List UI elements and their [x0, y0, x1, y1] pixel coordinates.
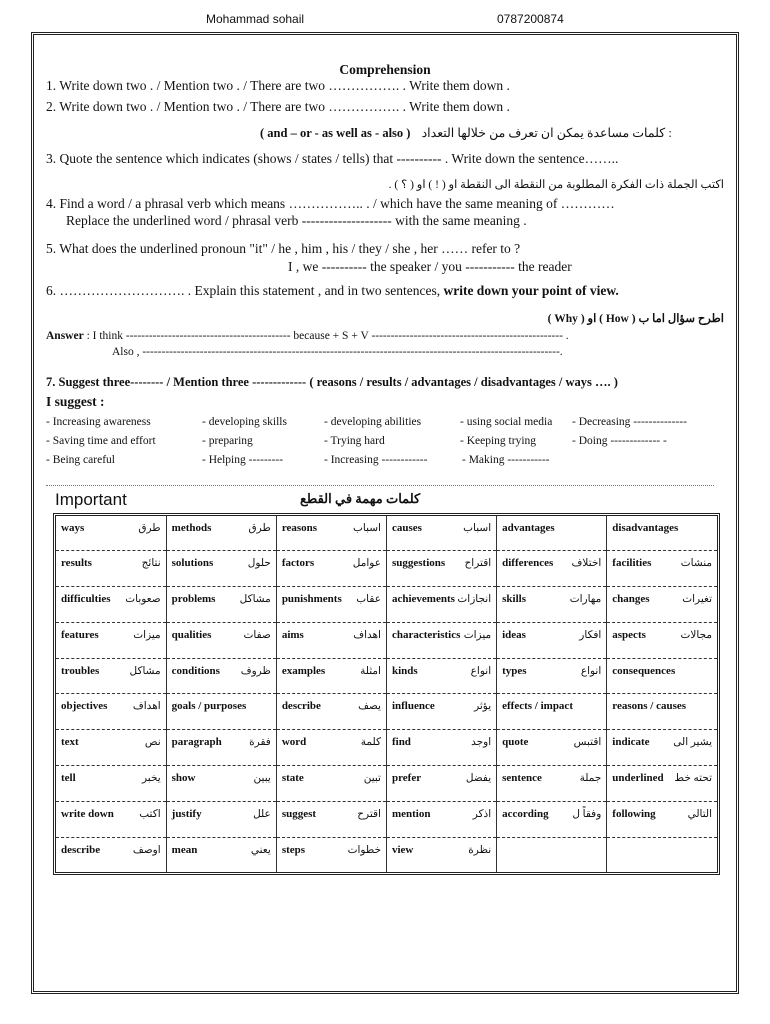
vocab-ar: صفات — [243, 629, 271, 641]
vocab-table — [53, 513, 720, 875]
vocab-ar: عوامل — [352, 558, 381, 570]
suggestion-item: - Being careful — [46, 454, 115, 466]
table-cell — [56, 801, 166, 837]
table-cell — [56, 551, 166, 587]
question-4a: 4. Find a word / a phrasal verb which means …………….. . / which have the same meaning of ………… — [46, 196, 615, 211]
table-cell — [386, 766, 496, 802]
table-cell — [166, 516, 276, 551]
vocab-en: following — [612, 807, 656, 820]
vocab-en: achievements — [391, 593, 455, 606]
vocab-en: changes — [612, 593, 650, 606]
vocab-ar: انجازات — [457, 594, 492, 606]
vocab-ar: اختلاف — [571, 558, 602, 570]
table-cell — [386, 694, 496, 730]
table-cell — [56, 694, 166, 730]
vocab-ar: طرق — [138, 523, 161, 534]
vocab-en: according — [502, 807, 549, 820]
vocab-ar: نظرة — [468, 844, 492, 856]
table-cell — [276, 766, 386, 802]
question-3: 3. Quote the sentence which indicates (shows / states / tells) that ---------- . Write down the sentence…….. — [46, 151, 619, 166]
vocab-ar: خطوات — [347, 844, 381, 856]
vocab-ar: ميزات — [463, 629, 492, 641]
table-cell — [497, 801, 607, 837]
vocab-en: describe — [281, 700, 321, 713]
vocab-ar: اقتراح — [464, 558, 492, 570]
table-row — [56, 587, 717, 623]
vocab-en: describe — [61, 843, 101, 856]
vocab-en: state — [281, 772, 304, 785]
table-cell — [276, 516, 386, 551]
question-2: 2. Write down two . / Mention two . / There are two ……………. . Write them down . — [46, 99, 510, 114]
vocab-ar: فقرة — [249, 737, 271, 749]
table-cell — [166, 694, 276, 730]
vocab-ar: اهداف — [132, 701, 161, 713]
vocab-en: suggestions — [391, 557, 446, 570]
vocab-en: kinds — [391, 664, 418, 677]
vocab-en: quote — [502, 736, 529, 749]
table-cell — [56, 516, 166, 551]
suggestion-item: - Saving time and effort — [46, 435, 156, 447]
vocab-ar: اذكر — [472, 808, 492, 820]
answer-text-1: : I think ------------------------------------------- because + S + V -------------------------------------------------- . — [86, 330, 569, 342]
table-cell — [607, 694, 717, 730]
table-cell — [497, 587, 607, 623]
vocab-en: text — [61, 736, 79, 749]
vocab-en: ideas — [502, 628, 526, 641]
question-6-text: 6. ………………………. . Explain this statement , and in two sentences, — [46, 283, 441, 298]
vocab-en: factors — [281, 557, 315, 570]
suggestion-item: - developing abilities — [324, 416, 422, 428]
vocab-en: sentence — [502, 772, 542, 785]
table-cell — [497, 658, 607, 694]
section-divider — [46, 485, 714, 486]
vocab-en: ways — [61, 522, 85, 534]
answer-label: Answer — [46, 330, 84, 342]
table-cell — [386, 658, 496, 694]
table-cell — [276, 551, 386, 587]
table-cell — [497, 694, 607, 730]
vocab-en: qualities — [171, 628, 212, 641]
table-cell — [166, 837, 276, 872]
table-row — [56, 694, 717, 730]
vocab-ar: تغيرات — [682, 594, 712, 606]
vocab-ar: يؤثر — [474, 701, 492, 713]
vocab-en: write down — [61, 807, 114, 820]
question-6-bold: write down your point of view. — [443, 283, 619, 298]
table-cell — [607, 730, 717, 766]
vocab-ar: صعوبات — [125, 594, 161, 606]
vocab-en: skills — [502, 593, 526, 606]
vocab-en: mention — [391, 807, 431, 820]
table-cell — [386, 516, 496, 551]
vocab-en: justify — [171, 807, 202, 820]
table-row — [56, 551, 717, 587]
vocab-en: differences — [502, 557, 554, 570]
table-cell — [497, 551, 607, 587]
vocab-ar: تحته خط — [674, 773, 712, 785]
vocab-ar: جملة — [579, 773, 602, 785]
table-cell — [56, 766, 166, 802]
table-cell — [56, 730, 166, 766]
question-3-ar: اكتب الجملة ذات الفكرة المطلوبة من النقطة الى النقطة او ( ! ) او ( ؟ ) . — [388, 179, 724, 191]
table-cell — [607, 516, 717, 551]
table-cell — [386, 730, 496, 766]
table-cell — [607, 837, 717, 872]
vocab-en: solutions — [171, 557, 214, 570]
table-cell — [497, 516, 607, 551]
vocab-ar: عقاب — [356, 594, 381, 606]
vocab-en: goals / purposes — [171, 700, 247, 713]
suggestion-item: - Making ----------- — [462, 454, 550, 466]
table-row — [56, 658, 717, 694]
vocab-ar: يفضل — [465, 773, 492, 785]
vocab-ar: مجالات — [680, 629, 712, 641]
table-cell — [276, 622, 386, 658]
suggestion-item: - preparing — [202, 435, 253, 447]
important-label: Important — [55, 490, 127, 509]
vocab-en: view — [391, 843, 414, 856]
suggestion-item: - Keeping trying — [460, 435, 537, 447]
vocab-en: examples — [281, 664, 326, 677]
table-cell — [56, 837, 166, 872]
vocab-ar: منشات — [680, 558, 712, 570]
vocab-ar: اوجد — [471, 737, 492, 749]
table-cell — [166, 587, 276, 623]
ask-ar: اطرح سؤال اما ب ( How ) او ( Why ) — [547, 313, 724, 325]
suggestion-item: - Doing ------------- - — [572, 435, 667, 447]
vocab-en: conditions — [171, 664, 220, 677]
connectors-ar: كلمات مساعدة يمكن ان تعرف من خلالها التعداد : — [421, 126, 672, 140]
vocab-ar: انواع — [580, 665, 602, 677]
table-cell — [56, 622, 166, 658]
question-7: 7. Suggest three-------- / Mention three ------------- ( reasons / results / advantages / disadvantages / ways …. ) — [46, 375, 618, 389]
question-4b: Replace the underlined word / phrasal verb -------------------- with the same meaning . — [66, 213, 527, 228]
table-cell — [607, 766, 717, 802]
vocab-en: aspects — [612, 628, 646, 641]
vocab-ar: ظروف — [240, 665, 271, 677]
vocab-ar: اسباب — [463, 523, 492, 534]
i-suggest: I suggest : — [46, 394, 105, 409]
vocab-en: paragraph — [171, 736, 222, 749]
table-cell — [497, 622, 607, 658]
table-cell — [276, 801, 386, 837]
vocab-ar: حلول — [247, 558, 271, 570]
vocab-ar: اقترح — [357, 808, 381, 820]
table-cell — [166, 801, 276, 837]
vocab-ar: امثلة — [360, 665, 381, 677]
header-name: Mohammad sohail — [206, 12, 305, 26]
table-cell — [386, 587, 496, 623]
vocab-ar: كلمة — [360, 737, 381, 749]
vocab-en: reasons — [281, 522, 318, 534]
vocab-ar: اوصف — [132, 844, 161, 856]
vocab-en: results — [61, 557, 92, 570]
table-cell — [276, 587, 386, 623]
table-cell — [497, 766, 607, 802]
table-cell — [276, 694, 386, 730]
vocab-en: facilities — [612, 557, 652, 570]
vocab-ar: اكتب — [139, 808, 161, 820]
table-cell — [166, 730, 276, 766]
vocab-en: suggest — [281, 807, 317, 820]
vocab-en: difficulties — [61, 593, 111, 606]
vocab-ar: يشير الى — [673, 737, 712, 749]
vocab-en: punishments — [281, 593, 342, 606]
vocab-ar: اسباب — [353, 523, 381, 534]
suggestion-item: - Increasing awareness — [46, 416, 151, 428]
vocab-ar: يبين — [253, 773, 271, 785]
table-cell — [607, 801, 717, 837]
table-row — [56, 730, 717, 766]
vocab-en: disadvantages — [612, 522, 679, 534]
suggestion-item: - using social media — [460, 416, 553, 428]
vocab-en: show — [171, 772, 196, 785]
vocab-ar: انواع — [470, 665, 492, 677]
vocab-en: tell — [61, 772, 76, 785]
vocab-en: types — [502, 664, 527, 677]
vocab-ar: ميزات — [133, 629, 161, 641]
vocab-en: troubles — [61, 664, 100, 677]
table-cell — [607, 622, 717, 658]
table-cell — [607, 551, 717, 587]
table-cell — [386, 837, 496, 872]
table-row — [56, 766, 717, 802]
vocab-en: features — [61, 628, 99, 641]
answer-line-2: Also , -------------------------------------------------------------------------------------------------------------. — [112, 346, 563, 358]
vocab-en: characteristics — [391, 628, 461, 641]
question-5b: I , we ---------- the speaker / you ----------- the reader — [288, 259, 572, 274]
vocab-en: advantages — [502, 522, 555, 534]
header-phone: 0787200874 — [497, 12, 564, 26]
vocab-en: steps — [281, 843, 306, 856]
table-row — [56, 837, 717, 872]
table-cell — [166, 766, 276, 802]
vocab-en: aims — [281, 628, 304, 641]
vocab-ar: وفقاً ل — [572, 808, 602, 820]
table-cell — [386, 622, 496, 658]
table-cell — [166, 551, 276, 587]
vocab-ar: مشاكل — [129, 665, 161, 677]
vocab-ar: علل — [253, 808, 271, 820]
suggestion-item: - Increasing ------------ — [324, 454, 428, 466]
vocab-en: effects / impact — [502, 700, 573, 713]
answer-line-1 — [46, 330, 569, 342]
table-cell — [166, 658, 276, 694]
vocab-en: mean — [171, 843, 198, 856]
vocab-ar: يخبر — [141, 773, 161, 785]
table-cell — [276, 837, 386, 872]
vocab-en: causes — [391, 522, 422, 534]
important-ar: كلمات مهمة في القطع — [300, 491, 421, 506]
suggestion-item: - developing skills — [202, 416, 287, 428]
vocab-ar: طرق — [248, 523, 271, 534]
table-cell — [56, 658, 166, 694]
vocab-ar: اقتبس — [573, 737, 602, 749]
table-cell — [386, 551, 496, 587]
vocab-ar: يعني — [250, 844, 271, 856]
suggestion-item: - Trying hard — [324, 435, 385, 447]
vocab-en: indicate — [612, 736, 650, 749]
connectors-en: ( and – or - as well as - also ) — [260, 126, 411, 140]
table-cell — [607, 658, 717, 694]
table-cell — [497, 837, 607, 872]
vocab-ar: مهارات — [569, 594, 602, 606]
page-title: Comprehension — [339, 62, 431, 77]
table-cell — [497, 730, 607, 766]
vocab-en: consequences — [612, 664, 676, 677]
vocab-ar: نتائج — [141, 558, 161, 570]
vocab-en: influence — [391, 700, 435, 713]
table-cell — [607, 587, 717, 623]
vocab-ar: تبين — [363, 773, 381, 785]
vocab-ar: اهداف — [353, 629, 381, 641]
vocab-ar: يصف — [358, 701, 381, 713]
suggestion-item: - Decreasing -------------- — [572, 416, 687, 428]
table-cell — [386, 801, 496, 837]
table-cell — [276, 658, 386, 694]
vocab-en: reasons / causes — [612, 700, 687, 713]
vocab-ar: نص — [144, 737, 161, 749]
table-row — [56, 622, 717, 658]
vocab-en: find — [391, 736, 411, 749]
table-cell — [166, 622, 276, 658]
connectors-line — [260, 125, 672, 141]
table-cell — [56, 587, 166, 623]
question-1: 1. Write down two . / Mention two . / There are two ……………. . Write them down . — [46, 78, 510, 93]
question-6 — [46, 283, 619, 299]
vocab-en: methods — [171, 522, 212, 534]
table-row — [56, 801, 717, 837]
table-cell — [276, 730, 386, 766]
vocab-en: underlined — [612, 772, 664, 785]
vocab-ar: التالي — [687, 808, 712, 820]
vocab-ar: افكار — [579, 629, 602, 641]
vocab-en: problems — [171, 593, 216, 606]
vocab-en: objectives — [61, 700, 108, 713]
vocab-ar: مشاكل — [239, 594, 271, 606]
suggestion-item: - Helping --------- — [202, 454, 284, 466]
vocab-en: prefer — [391, 772, 422, 785]
table-row — [56, 516, 717, 551]
question-5a: 5. What does the underlined pronoun "it" / he , him , his / they / she , her …… refer to ? — [46, 241, 521, 256]
vocab-en: word — [281, 736, 307, 749]
